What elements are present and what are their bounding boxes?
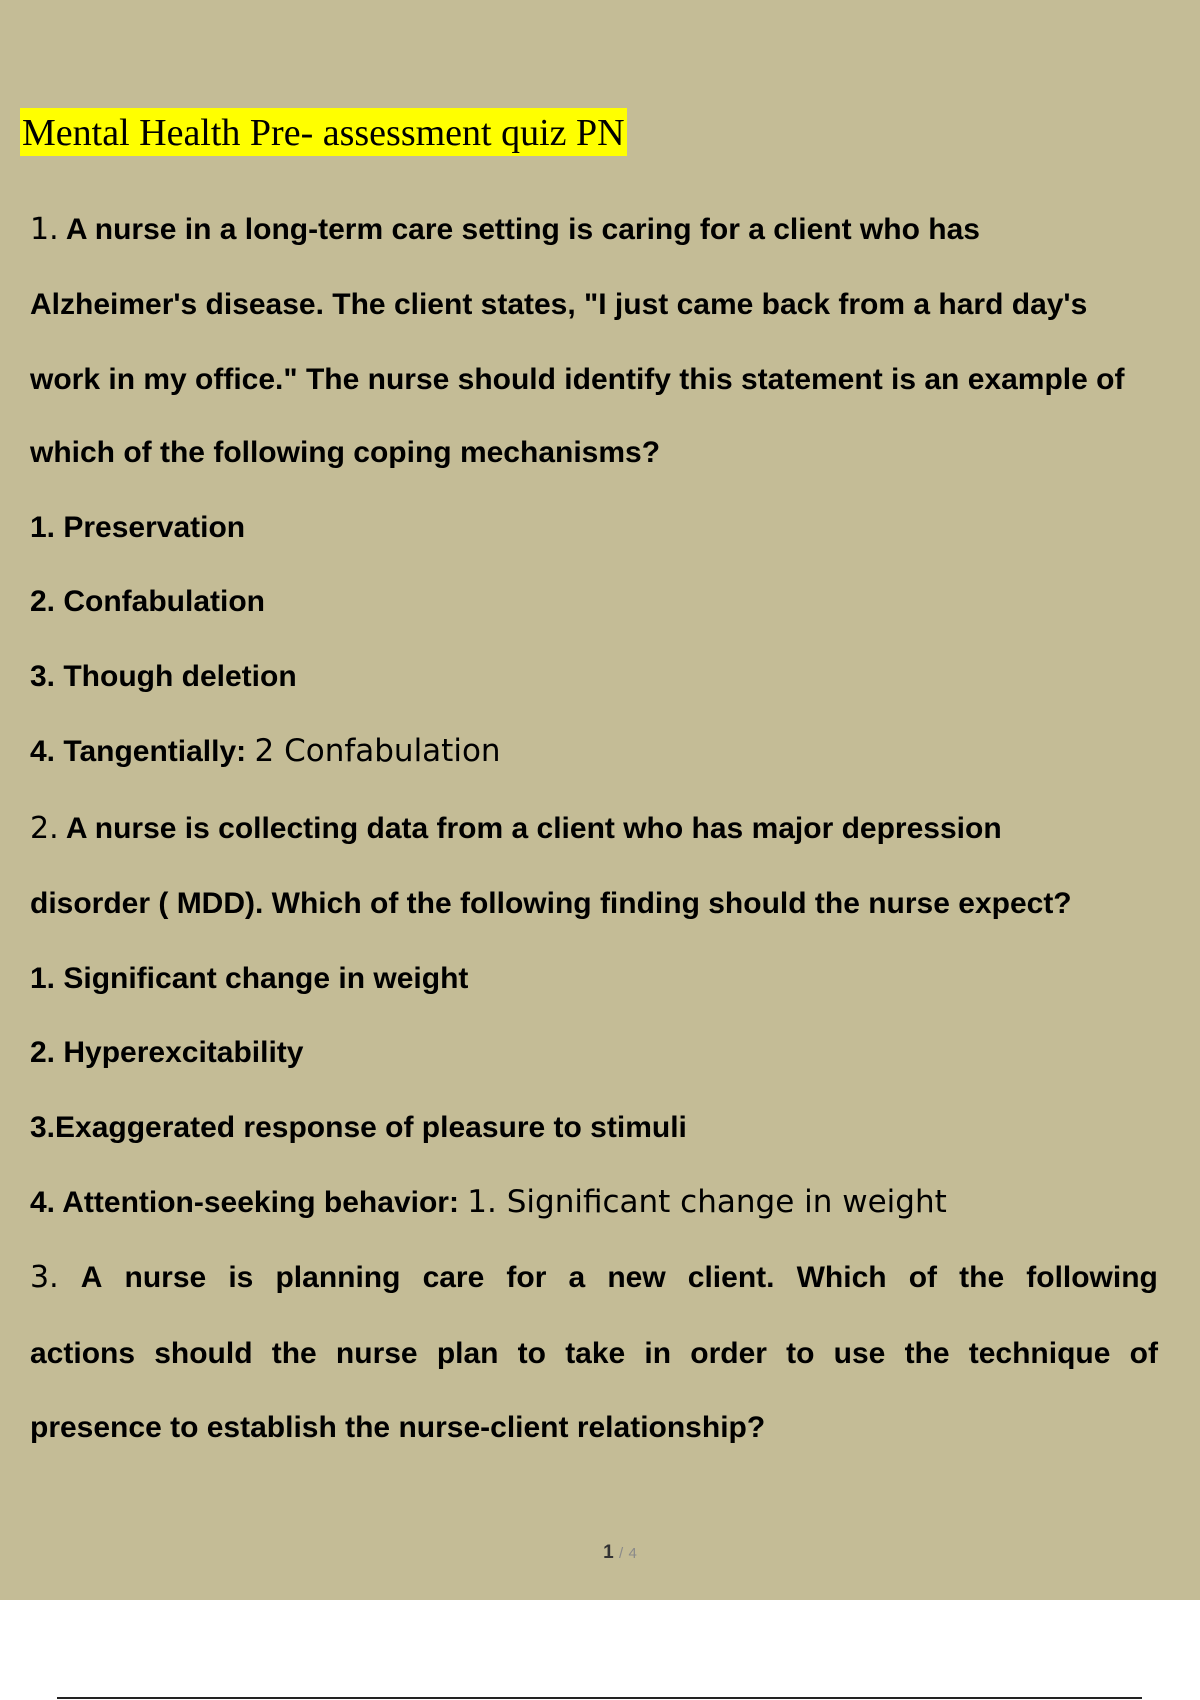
q3-text-line-3: presence to establish the nurse-client relationship? xyxy=(30,1411,766,1444)
q3-text-line-2 xyxy=(30,1334,1158,1374)
q2-option-2: 2. Hyperexcitability xyxy=(30,1036,304,1069)
q2-option-4-row xyxy=(30,1182,947,1223)
q1-text-line-4: which of the following coping mechanisms? xyxy=(30,436,661,469)
q3-word: to xyxy=(786,1337,815,1370)
q2-number: 2. xyxy=(30,811,59,846)
q3-word: actions xyxy=(30,1337,136,1370)
q3-word: the xyxy=(904,1337,950,1370)
q3-text-line-1 xyxy=(30,1258,1158,1298)
document-title: Mental Health Pre- assessment quiz PN xyxy=(20,108,627,156)
q2-answer: 1. Significant change in weight xyxy=(467,1184,947,1220)
q1-option-4: 4. Tangentially: xyxy=(30,735,247,768)
q1-text-line-2: Alzheimer's disease. The client states, "I just came back from a hard day's xyxy=(30,288,1088,321)
q3-word: should xyxy=(154,1337,253,1370)
q2-option-3: 3.Exaggerated response of pleasure to stimuli xyxy=(30,1111,687,1144)
q1-number: 1. xyxy=(30,212,59,247)
current-page: 1 xyxy=(603,1542,614,1563)
q1-answer: 2 Confabulation xyxy=(254,733,501,769)
q3-word: following xyxy=(1026,1261,1158,1294)
q3-word: of xyxy=(1129,1337,1158,1370)
q2-option-4: 4. Attention-seeking behavior: xyxy=(30,1186,459,1219)
q3-word: care xyxy=(422,1261,485,1294)
q3-word: the xyxy=(271,1337,317,1370)
q1-option-2: 2. Confabulation xyxy=(30,585,265,618)
q3-word: technique xyxy=(968,1337,1111,1370)
q1-option-3: 3. Though deletion xyxy=(30,660,297,693)
q1-option-1: 1. Preservation xyxy=(30,511,246,544)
q3-word: is xyxy=(228,1261,254,1294)
q3-word: new xyxy=(607,1261,666,1294)
q3-word: client. xyxy=(687,1261,775,1294)
q1-text-line-3: work in my office." The nurse should identify this statement is an example of xyxy=(30,363,1125,396)
q3-word: Which xyxy=(796,1261,887,1294)
q1-text-line-1 xyxy=(30,210,980,250)
page-divider xyxy=(57,1697,1142,1699)
q3-word: for xyxy=(506,1261,547,1294)
q1-option-4-row xyxy=(30,731,501,772)
q3-word: a xyxy=(568,1261,586,1294)
page-indicator xyxy=(0,1542,1200,1564)
q3-word: nurse xyxy=(124,1261,207,1294)
q2-text-line-2: disorder ( MDD). Which of the following finding should the nurse expect? xyxy=(30,887,1072,920)
q3-word: nurse xyxy=(335,1337,418,1370)
q3-word: use xyxy=(833,1337,886,1370)
q3-word: order xyxy=(690,1337,767,1370)
q3-word: A xyxy=(80,1261,103,1294)
q3-word: to xyxy=(517,1337,546,1370)
q3-word: plan xyxy=(436,1337,499,1370)
q3-word: the xyxy=(959,1261,1005,1294)
page-separator: / xyxy=(619,1545,624,1562)
q2-line-1: A nurse is collecting data from a client who has major depression xyxy=(65,812,1002,845)
q1-line-1: A nurse in a long-term care setting is caring for a client who has xyxy=(65,213,980,246)
q2-option-1: 1. Significant change in weight xyxy=(30,962,469,995)
q3-word: in xyxy=(644,1337,672,1370)
q3-word: of xyxy=(908,1261,938,1294)
q3-number: 3. xyxy=(30,1260,59,1295)
total-pages: 4 xyxy=(628,1545,637,1562)
q3-word: take xyxy=(565,1337,626,1370)
q3-word: planning xyxy=(275,1261,401,1294)
q2-text-line-1-row xyxy=(30,809,1002,849)
